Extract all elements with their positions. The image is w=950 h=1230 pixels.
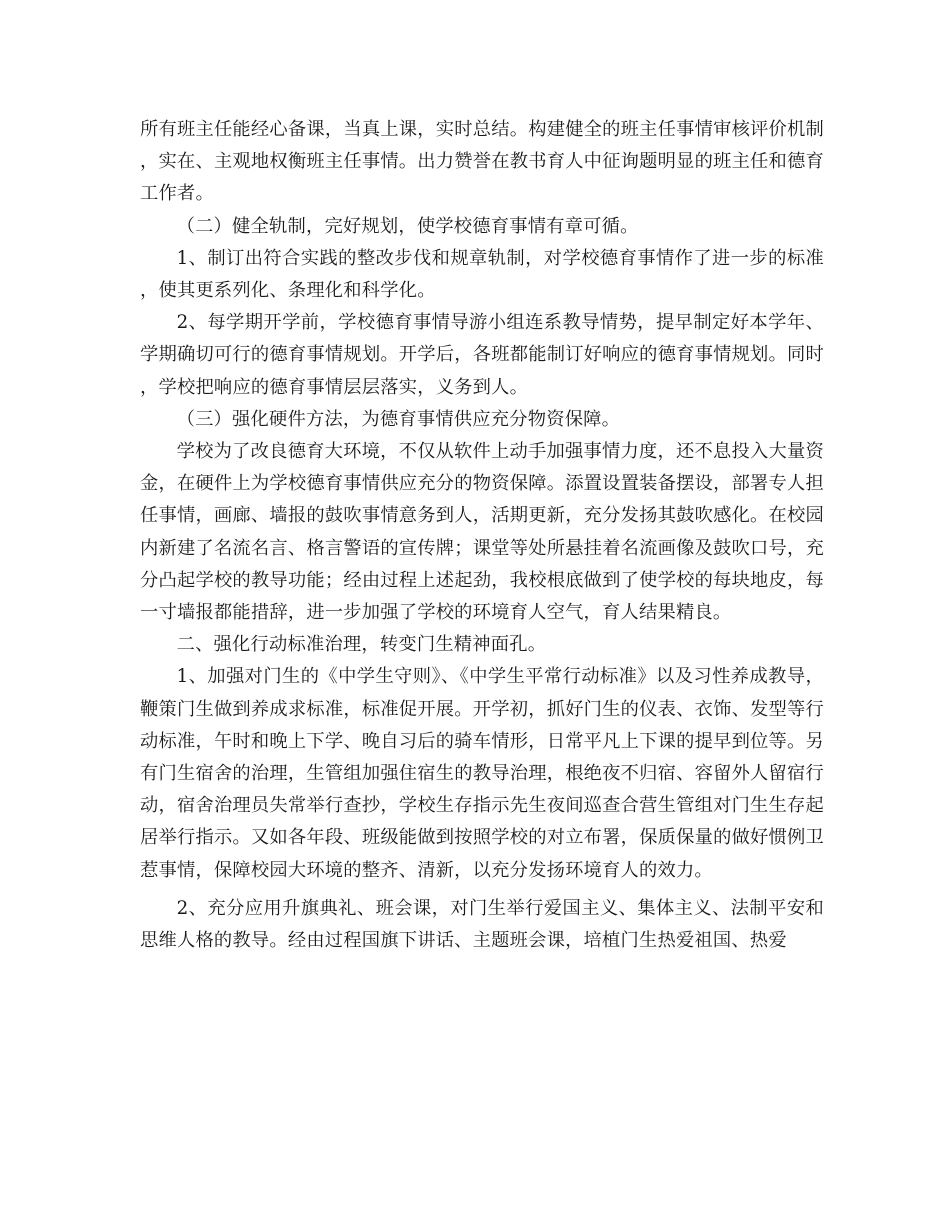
document-body: [140, 114, 824, 957]
paragraph-item-1: 1、制订出符合实践的整改步伐和规章轨制，对学校德育事情作了进一步的标准，使其更系列化、条理化和科学化。: [140, 247, 824, 302]
paragraph-behavior-2: 2、充分应用升旗典礼、班会课，对门生举行爱国主义、集体主义、法制平安和思维人格的教导。经由过程国旗下讲话、主题班会课，培植门生热爱祖国、热爱: [140, 897, 824, 952]
paragraph-item-2: 2、每学期开学前，学校德育事情导游小组连系教导情势，提早制定好本学年、学期确切可行的德育事情规划。开学后，各班都能制订好响应的德育事情规划。同时，学校把响应的德育事情层层落实，义务到人。: [140, 312, 824, 398]
section-heading-2: （二）健全轨制，完好规划，使学校德育事情有章可循。: [176, 215, 639, 237]
section-heading-3: （三）强化硬件方法，为德育事情供应充分物资保障。: [176, 408, 621, 430]
paragraph-behavior-1: 1、加强对门生的《中学生守则》、《中学生平常行动标准》以及习性养成教导，鞭策门生做到养成求标准，标准促开展。开学初，抓好门生的仪表、衣饰、发型等行动标准，午时和晚上下学、晚自习后的骑车情形，日常平凡上下课的提早到位等。另有门生宿舍的治理，生管组加强住宿生的教导治理，根绝夜不归宿、容留外人留宿行动，宿舍治理员失常举行查抄，学校生存指示先生夜间巡查合营生管组对门生生存起居举行指示。又如各年段、班级能做到按照学校的对立布署，保质保量的做好惯例卫惹事情，保障校园大环境的整齐、清新，以充分发扬环境育人的效力。: [140, 666, 824, 881]
chapter-heading-2: 二、强化行动标准治理，转变门生精神面孔。: [176, 634, 547, 656]
paragraph-continuation: 所有班主任能经心备课，当真上课，实时总结。构建健全的班主任事情审核评价机制，实在、主观地权衡班主任事情。出力赞誉在教书育人中征询题明显的班主任和德育工作者。: [140, 119, 824, 205]
paragraph-facilities: 学校为了改良德育大环境，不仅从软件上动手加强事情力度，还不息投入大量资金，在硬件上为学校德育事情供应充分的物资保障。添置设置装备摆设，部署专人担任事情，画廊、墙报的鼓吹事情意务到人，活期更新，充分发扬其鼓吹感化。在校园内新建了名流名言、格言警语的宣传牌；课堂等处所悬挂着名流画像及鼓吹口号，充分凸起学校的教导功能；经由过程上述起劲，我校根底做到了使学校的每块地皮，每一寸墙报都能措辞，进一步加强了学校的环境育人空气，育人结果精良。: [140, 441, 824, 624]
